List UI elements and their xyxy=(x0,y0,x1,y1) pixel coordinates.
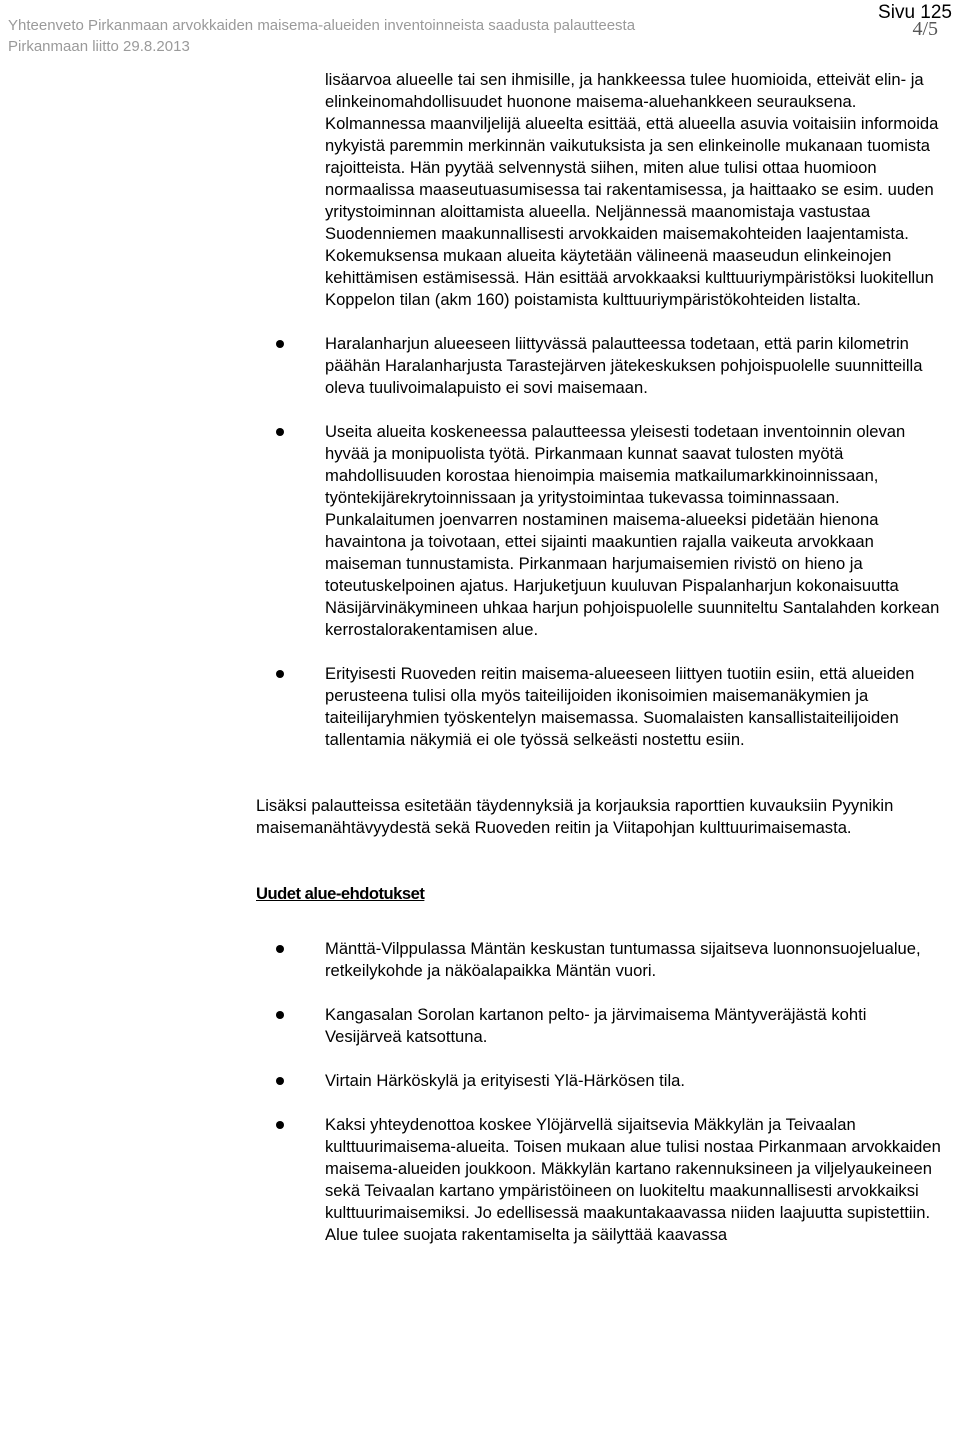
bullet-icon xyxy=(276,1121,284,1129)
list-item xyxy=(256,663,946,751)
bullet-text: Useita alueita koskeneessa palautteessa yleisesti todetaan inventoinnin olevan hyvää ja monipuolista työtä. Pirkanmaan kunnat saavat tulosten myötä mahdollisuuden korostaa hienoimpia maisemia matkailumarkkinoinnissaan, työntekijärekrytoinnissaan ja yritystoimintaa tukevassa toiminnassaan. Punkalaitumen joenvarren nostaminen maisema-alueeksi pidetään hienona havaintona ja toivotaan, ettei sijainti maakuntien rajalla vaikeuta arvokkaan maiseman tunnustamista. Pirkanmaan harjumaisemien rivistö on hieno ja toteutuskelpoinen ajatus. Harjuketjuun kuuluvan Pispalanharjun kokonaisuutta Näsijärvinäkymineen uhkaa harjun pohjoispuolelle suunniteltu Santalahden korkean kerrostalorakentamisen alue. xyxy=(325,422,940,639)
bullet-text: Mänttä-Vilppulassa Mäntän keskustan tuntumassa sijaitseva luonnonsuojelualue, retkeilykohde ja näköalapaikka Mäntän vuori. xyxy=(325,939,921,980)
list-item xyxy=(256,421,946,641)
document-body xyxy=(256,69,946,1246)
page-header xyxy=(0,0,960,60)
bullet-icon xyxy=(276,1011,284,1019)
bullet-icon xyxy=(276,340,284,348)
bullet-icon xyxy=(276,1077,284,1085)
page-number: 4/5 xyxy=(912,18,938,40)
section-heading: Uudet alue-ehdotukset xyxy=(256,884,425,903)
list-item xyxy=(256,69,946,311)
bullet-text: Kangasalan Sorolan kartanon pelto- ja järvimaisema Mäntyveräjästä kohti Vesijärveä katsottuna. xyxy=(325,1005,867,1046)
bullet-text: Erityisesti Ruoveden reitin maisema-alueeseen liittyen tuotiin esiin, että alueiden perusteena tulisi olla myös taiteilijoiden ikonisoimien maisemanäkymien ja taiteilijaryhmien työskentelyn maisemassa. Suomalaisten kansallistaiteilijoiden tallentamia näkymiä ei ole työssä selkeästi nostettu esiin. xyxy=(325,664,915,749)
bullet-icon xyxy=(276,428,284,436)
bullet-text: Virtain Härköskylä ja erityisesti Ylä-Härkösen tila. xyxy=(325,1071,685,1090)
document-title: Yhteenveto Pirkanmaan arvokkaiden maisema-alueiden inventoinneista saadusta palautteesta xyxy=(8,17,636,34)
list-item xyxy=(256,938,946,982)
list-item xyxy=(256,1114,946,1246)
sivu-label: Sivu 125 xyxy=(878,2,952,23)
list-item xyxy=(256,1004,946,1048)
list-item xyxy=(256,1070,946,1092)
bullet-text: Haralanharjun alueeseen liittyvässä palautteessa todetaan, että parin kilometrin päähän Haralanharjusta Tarastejärven jätekeskuksen pohjoispuolelle suunnitteilla oleva tuulivoimalapuisto ei sovi maisemaan. xyxy=(325,334,923,397)
list-item xyxy=(256,333,946,399)
bullet-text: lisäarvoa alueelle tai sen ihmisille, ja hankkeessa tulee huomioida, etteivät elin- ja elinkeinomahdollisuudet huonone maisema-aluehankkeen seurauksena. Kolmannessa maanviljelijä alueelta esittää, että alueella asuvia voitaisiin informoida nykyistä paremmin merkinnän vaikutuksista ja sen elinkeinolle mukanaan tuomista rajoitteista. Hän pyytää selvennystä siihen, miten alue tulisi ottaa huomioon normaalissa maaseutuasumisessa tai rakentamisessa, ja haittaako se esim. uuden yritystoiminnan aloittamista alueella. Neljännessä maanomistaja vastustaa Suodenniemen maakunnallisesti arvokkaiden maisemakohteiden laajentamista. Kokemuksensa mukaan alueita käytetään välineenä maaseudun elinkeinojen kehittämisen estämisessä. Hän esittää arvokkaaksi kulttuuriympäristöksi luokitellun Koppelon tilan (akm 160) poistamista kulttuuriympäristökohteiden listalta. xyxy=(325,70,939,309)
document-author-date: Pirkanmaan liitto 29.8.2013 xyxy=(8,38,190,55)
body-paragraph: Lisäksi palautteissa esitetään täydennyksiä ja korjauksia raporttien kuvauksiin Pyynikin maisemanähtävyydestä sekä Ruoveden reitin ja Viitapohjan kulttuurimaisemasta. xyxy=(256,796,894,837)
bullet-text: Kaksi yhteydenottoa koskee Ylöjärvellä sijaitsevia Mäkkylän ja Teivaalan kulttuurimaisema-alueita. Toisen mukaan alue tulisi nostaa Pirkanmaan arvokkaiden maisema-alueiden joukkoon. Mäkkylän kartano rakennuksineen ja viljelyaukeineen sekä Teivaalan kartano ympäristöineen on luokiteltu maakunnallisesti arvokkaiksi kulttuurimaisemiksi. Jo edellisessä maakuntakaavassa niiden laajuutta supistettiin. Alue tulee suojata rakentamiselta ja säilyttää kaavassa xyxy=(325,1115,941,1244)
bullet-icon xyxy=(276,945,284,953)
bullet-icon xyxy=(276,670,284,678)
